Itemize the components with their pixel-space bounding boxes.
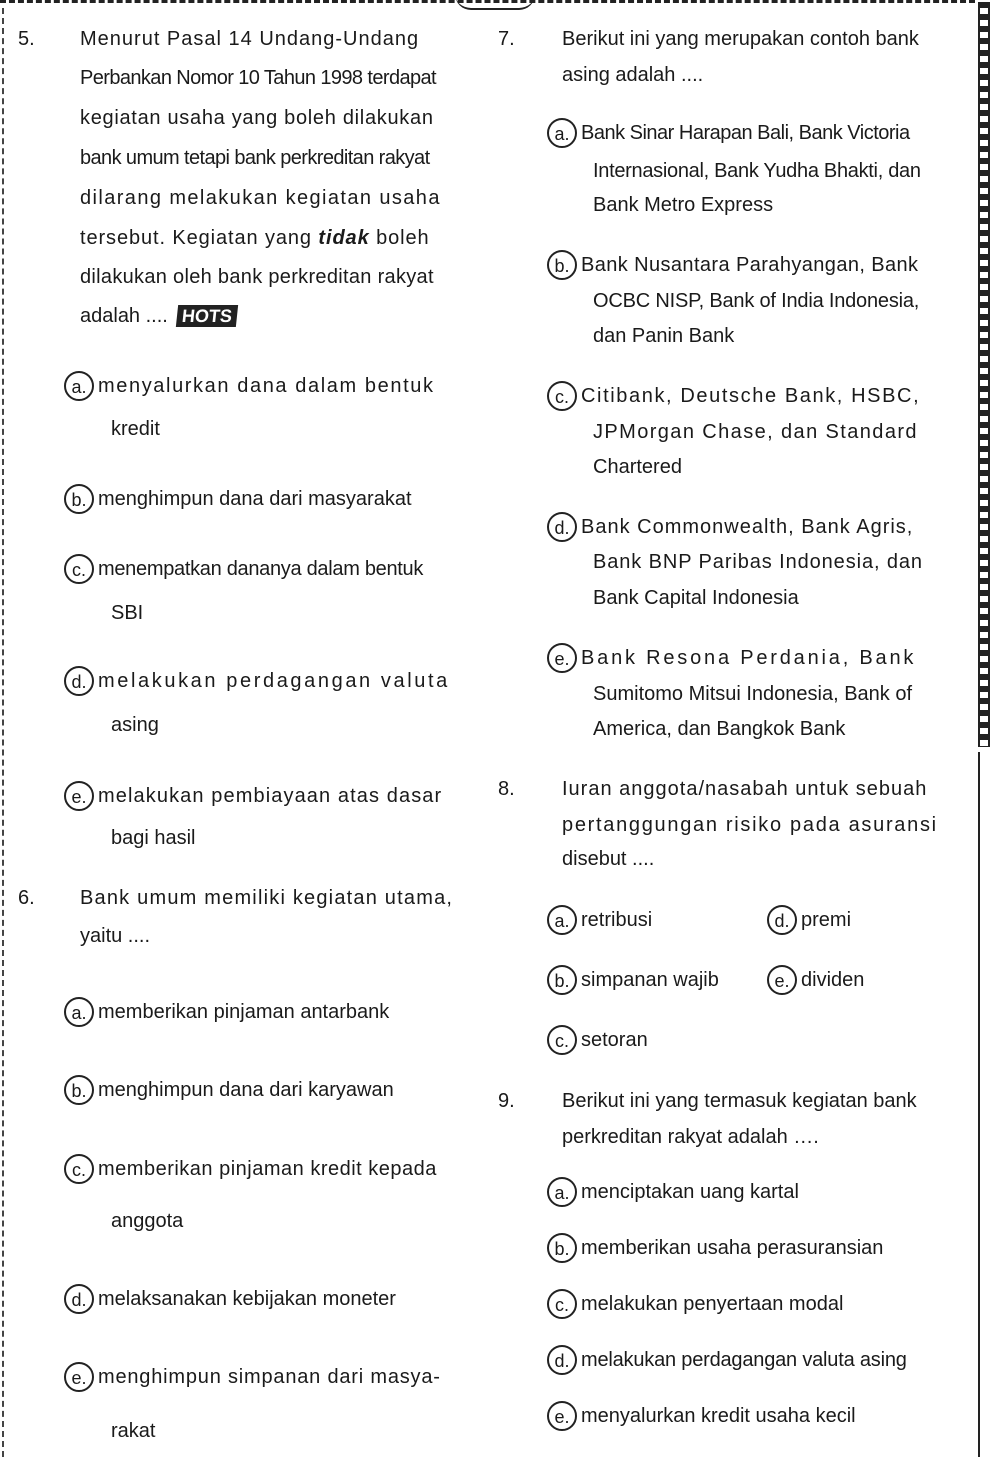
option-text: melaksanakan kebijakan moneter	[98, 1287, 396, 1310]
option-text: memberikan usaha perasuransian	[581, 1236, 884, 1259]
question-text-line: Menurut Pasal 14 Undang-Undang	[80, 28, 420, 50]
question-text-line: dilakukan oleh bank perkreditan rakyat	[80, 266, 434, 288]
option-text-cont: OCBC NISP, Bank of India Indonesia,	[593, 290, 920, 312]
option-text-cont: asing	[111, 714, 159, 736]
question-text-line: pertanggungan risiko pada asuransi	[562, 814, 938, 836]
option-letter-badge: a.	[64, 997, 94, 1027]
question-text-line: Berikut ini yang termasuk kegiatan bank	[562, 1090, 917, 1112]
option-d[interactable]	[547, 512, 913, 542]
option-text: retribusi	[581, 908, 653, 931]
option-text: melakukan penyertaan modal	[581, 1292, 844, 1315]
question-number: 7.	[498, 28, 515, 50]
question-text: tersebut. Kegiatan yang	[80, 227, 319, 249]
option-text: menghimpun dana dari masyarakat	[98, 487, 412, 510]
option-letter-badge: e.	[64, 1362, 94, 1392]
question-number: 9.	[498, 1090, 515, 1112]
option-text: Bank Commonwealth, Bank Agris,	[581, 515, 914, 538]
question-text-line: perkreditan rakyat adalah ….	[562, 1126, 819, 1148]
option-text: simpanan wajib	[581, 968, 719, 991]
option-letter-badge: b.	[547, 1233, 577, 1263]
option-text: dividen	[801, 968, 865, 991]
option-text: melakukan perdagangan valuta	[98, 669, 450, 692]
option-text: Bank Nusantara Parahyangan, Bank	[581, 253, 919, 276]
option-text: melakukan perdagangan valuta asing	[581, 1348, 907, 1371]
option-text-cont: Internasional, Bank Yudha Bhakti, dan	[593, 160, 921, 182]
question-text-line: kegiatan usaha yang boleh dilakukan	[80, 107, 434, 129]
option-letter-badge: d.	[767, 905, 797, 935]
option-d[interactable]	[64, 666, 450, 696]
option-text: Bank Resona Perdania, Bank	[581, 646, 917, 669]
question-text: adalah ....	[80, 305, 174, 327]
option-letter-badge: e.	[64, 781, 94, 811]
option-e[interactable]	[64, 1362, 441, 1392]
option-b[interactable]	[64, 484, 412, 514]
left-dashed-border	[2, 8, 4, 1457]
emphasis-word: tidak	[318, 227, 370, 249]
option-text: menghimpun simpanan dari masya-	[98, 1365, 441, 1388]
option-text-cont: JPMorgan Chase, dan Standard	[593, 421, 918, 443]
option-b[interactable]	[64, 1075, 394, 1105]
option-letter-badge: b.	[64, 1075, 94, 1105]
question-text-line: Iuran anggota/nasabah untuk sebuah	[562, 778, 928, 800]
option-c[interactable]	[64, 1154, 437, 1184]
question-text-line: bank umum tetapi bank perkreditan rakyat	[80, 147, 430, 169]
question-number: 8.	[498, 778, 515, 800]
option-c[interactable]	[547, 1025, 648, 1055]
option-a[interactable]	[64, 997, 389, 1027]
option-letter-badge: e.	[547, 1401, 577, 1431]
option-b[interactable]	[547, 250, 918, 280]
option-e[interactable]	[767, 965, 864, 995]
option-text-cont: Sumitomo Mitsui Indonesia, Bank of	[593, 683, 913, 705]
option-letter-badge: c.	[547, 1025, 577, 1055]
option-letter-badge: e.	[547, 643, 577, 673]
option-text-cont: rakat	[111, 1420, 156, 1442]
binding-line	[978, 752, 980, 1457]
option-text-cont: bagi hasil	[111, 827, 196, 849]
option-text-cont: Bank BNP Paribas Indonesia, dan	[593, 551, 923, 573]
option-text: Bank Sinar Harapan Bali, Bank Victoria	[581, 121, 910, 144]
option-a[interactable]	[547, 905, 652, 935]
option-letter-badge: a.	[547, 905, 577, 935]
option-d[interactable]	[767, 905, 851, 935]
option-d[interactable]	[547, 1345, 907, 1375]
question-text-line: Berikut ini yang merupakan contoh bank	[562, 28, 919, 50]
option-a[interactable]	[547, 1177, 799, 1207]
question-text-line: yaitu ....	[80, 925, 151, 947]
option-letter-badge: c.	[547, 1289, 577, 1319]
question-text-line: disebut ....	[562, 848, 655, 870]
option-letter-badge: d.	[547, 512, 577, 542]
option-text: menempatkan dananya dalam bentuk	[98, 557, 424, 580]
question-text-line: Bank umum memiliki kegiatan utama,	[80, 887, 454, 909]
option-letter-badge: c.	[64, 554, 94, 584]
option-text-cont: anggota	[111, 1210, 184, 1232]
option-c[interactable]	[547, 381, 920, 411]
option-b[interactable]	[547, 965, 719, 995]
option-text: premi	[801, 908, 852, 931]
option-letter-badge: b.	[64, 484, 94, 514]
option-e[interactable]	[547, 643, 916, 673]
question-text: boleh	[369, 227, 430, 249]
question-number: 5.	[18, 28, 35, 50]
option-a[interactable]	[64, 371, 435, 401]
option-text-cont: dan Panin Bank	[593, 325, 735, 347]
option-c[interactable]	[64, 554, 423, 584]
question-text-line	[80, 305, 237, 328]
option-letter-badge: d.	[64, 666, 94, 696]
option-text: setoran	[581, 1028, 648, 1051]
option-text: menyalurkan kredit usaha kecil	[581, 1404, 856, 1427]
option-text: menghimpun dana dari karyawan	[98, 1078, 394, 1101]
option-letter-badge: a.	[64, 371, 94, 401]
option-letter-badge: d.	[547, 1345, 577, 1375]
option-letter-badge: a.	[547, 118, 577, 148]
question-number: 6.	[18, 887, 35, 909]
top-curl-ornament	[455, 0, 535, 10]
option-text: menyalurkan dana dalam bentuk	[98, 374, 435, 397]
option-text-cont: SBI	[111, 602, 144, 624]
option-text-cont: Bank Capital Indonesia	[593, 587, 799, 609]
hots-badge: HOTS	[176, 305, 238, 327]
question-text-line	[80, 227, 430, 250]
option-letter-badge: c.	[547, 381, 577, 411]
option-text-cont: Chartered	[593, 456, 682, 478]
option-a[interactable]	[547, 118, 910, 148]
option-text-cont: kredit	[111, 418, 160, 440]
option-text-cont: Bank Metro Express	[593, 194, 774, 216]
option-text: memberikan pinjaman antarbank	[98, 1000, 390, 1023]
binding-rail	[978, 2, 990, 747]
option-letter-badge: d.	[64, 1284, 94, 1314]
option-text-cont: America, dan Bangkok Bank	[593, 718, 846, 740]
option-e[interactable]	[64, 781, 442, 811]
option-c[interactable]	[547, 1289, 843, 1319]
option-d[interactable]	[64, 1284, 396, 1314]
option-text: menciptakan uang kartal	[581, 1180, 799, 1203]
question-text-line: Perbankan Nomor 10 Tahun 1998 terdapat	[80, 67, 436, 89]
option-text: memberikan pinjaman kredit kepada	[98, 1157, 437, 1180]
option-b[interactable]	[547, 1233, 883, 1263]
option-letter-badge: b.	[547, 965, 577, 995]
option-letter-badge: a.	[547, 1177, 577, 1207]
option-e[interactable]	[547, 1401, 856, 1431]
option-letter-badge: c.	[64, 1154, 94, 1184]
question-text-line: asing adalah ....	[562, 64, 704, 86]
option-letter-badge: b.	[547, 250, 577, 280]
option-text: melakukan pembiayaan atas dasar	[98, 784, 443, 807]
option-letter-badge: e.	[767, 965, 797, 995]
option-text: Citibank, Deutsche Bank, HSBC,	[581, 384, 921, 407]
question-text-line: dilarang melakukan kegiatan usaha	[80, 187, 441, 209]
